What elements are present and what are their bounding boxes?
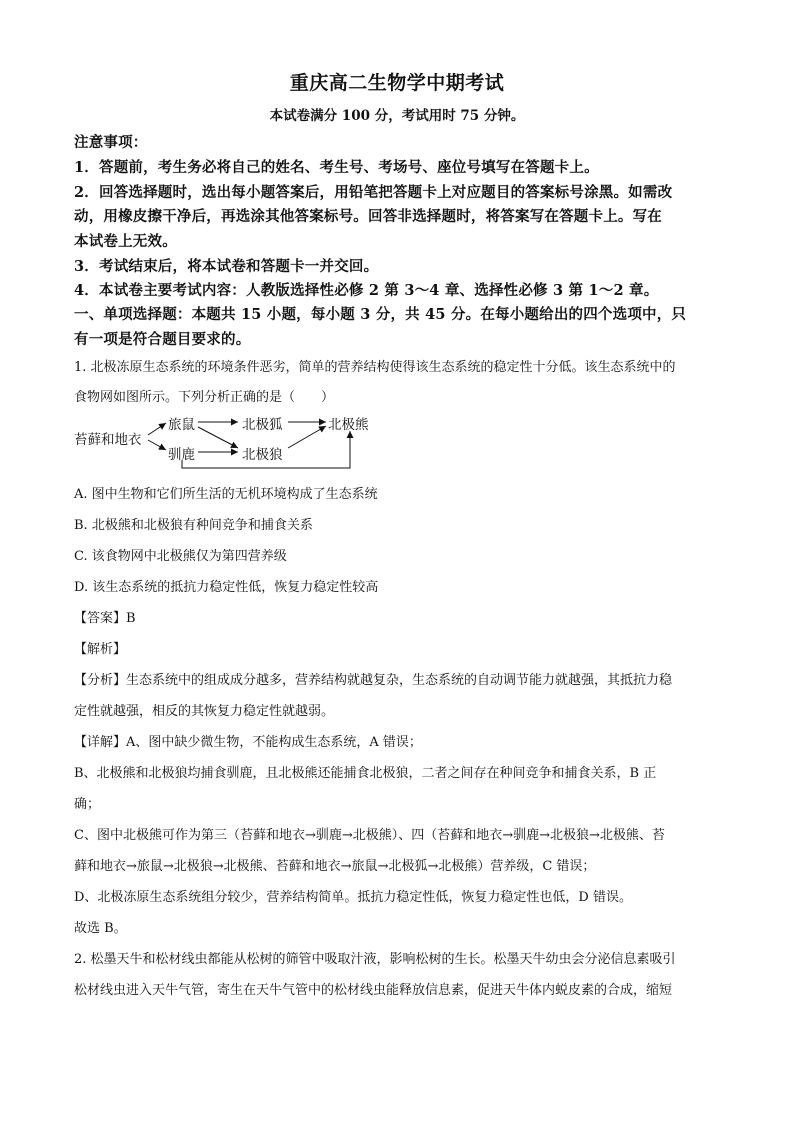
notes-line: 2．回答选择题时，选出每小题答案后，用铅笔把答题卡上对应题目的答案标号涂黑。如需改 [74,184,673,201]
notes-line: 动，用橡皮擦干净后，再选涂其他答案标号。回答非选择题时，将答案写在答题卡上。写在 [74,208,662,225]
arrow-lemming-wolf [198,427,238,448]
analysis-line: 藓和地衣→旅鼠→北极狼→北极熊、苔藓和地衣→旅鼠→北极狐→北极熊）营养级，C 错误； [74,859,596,874]
arrow-producer-lemming [148,423,166,435]
notes-line: 本试卷上无效。 [74,233,177,250]
notes-heading: 注意事项： [74,134,148,151]
analysis-line: 【分析】生态系统中的组成成分越多，营养结构就越复杂，生态系统的自动调节能力就越强，其抵抗力稳 [74,673,673,688]
analysis-line: D、北极冻原生态系统组分较少，营养结构简单。抵抗力稳定性低，恢复力稳定性也低，D 错误。 [74,890,632,905]
answer-line: 【答案】B [74,611,136,626]
node-bear: 北极熊 [328,417,369,433]
question-stem: 2. 松墨天牛和松材线虫都能从松树的筛管中吸取汁液，影响松树的生长。松墨天牛幼虫会分泌信息素吸引 [74,952,676,967]
analysis-line: 故选 B。 [74,921,127,936]
exam-title: 重庆高二生物学中期考试 [289,72,505,94]
section-heading: 有一项是符合题目要求的。 [74,331,251,348]
analysis-heading: 【解析】 [74,642,127,657]
option-a: A. 图中生物和它们所生活的无机环境构成了生态系统 [74,487,378,502]
node-wolf: 北极狼 [242,447,283,463]
notes-line: 4．本试卷主要考试内容：人教版选择性必修 2 第 3～4 章、选择性必修 3 第 1～2 章。 [74,282,659,299]
option-b: B. 北极熊和北极狼有种间竞争和捕食关系 [74,518,313,533]
analysis-line: 确； [74,797,101,812]
notes-line: 3．考试结束后，将本试卷和答题卡一并交回。 [74,258,379,275]
node-lemming: 旅鼠 [168,417,195,433]
arrow-producer-caribou [148,440,166,450]
arrow-wolf-bear [288,426,326,448]
question-stem: 松材线虫进入天牛气管，寄生在天牛气管中的松材线虫能释放信息素，促进天牛体内蜕皮素的合成，缩短 [74,983,673,998]
section-heading: 一、单项选择题：本题共 15 小题，每小题 3 分，共 45 分。在每小题给出的四个选项中，只 [74,306,687,323]
node-caribou: 驯鹿 [168,447,195,463]
question-stem: 1. 北极冻原生态系统的环境条件恶劣，简单的营养结构使得该生态系统的稳定性十分低。该生态系统中的 [74,360,676,375]
option-d: D. 该生态系统的抵抗力稳定性低，恢复力稳定性较高 [74,580,379,595]
analysis-line: 【详解】A、图中缺少微生物，不能构成生态系统，A 错误； [74,735,422,750]
analysis-line: C、图中北极熊可作为第三（苔藓和地衣→驯鹿→北极熊）、四（苔藓和地衣→驯鹿→北极狼→北极熊、苔 [74,828,665,843]
node-producer: 苔藓和地衣 [74,432,142,448]
option-c: C. 该食物网中北极熊仅为第四营养级 [74,549,287,564]
analysis-line: B、北极熊和北极狼均捕食驯鹿，且北极熊还能捕食北极狼，二者之间存在种间竞争和捕食关系，B 正 [74,766,657,781]
analysis-line: 定性就越强，相反的其恢复力稳定性就越弱。 [74,704,335,719]
question-stem: 食物网如图所示。下列分析正确的是（ ） [74,390,335,405]
exam-subtitle: 本试卷满分 100 分，考试用时 75 分钟。 [269,108,525,124]
node-fox: 北极狐 [242,417,283,433]
food-web-diagram [72,408,372,472]
notes-line: 1．答题前，考生务必将自己的姓名、考生号、考场号、座位号填写在答题卡上。 [74,159,599,176]
